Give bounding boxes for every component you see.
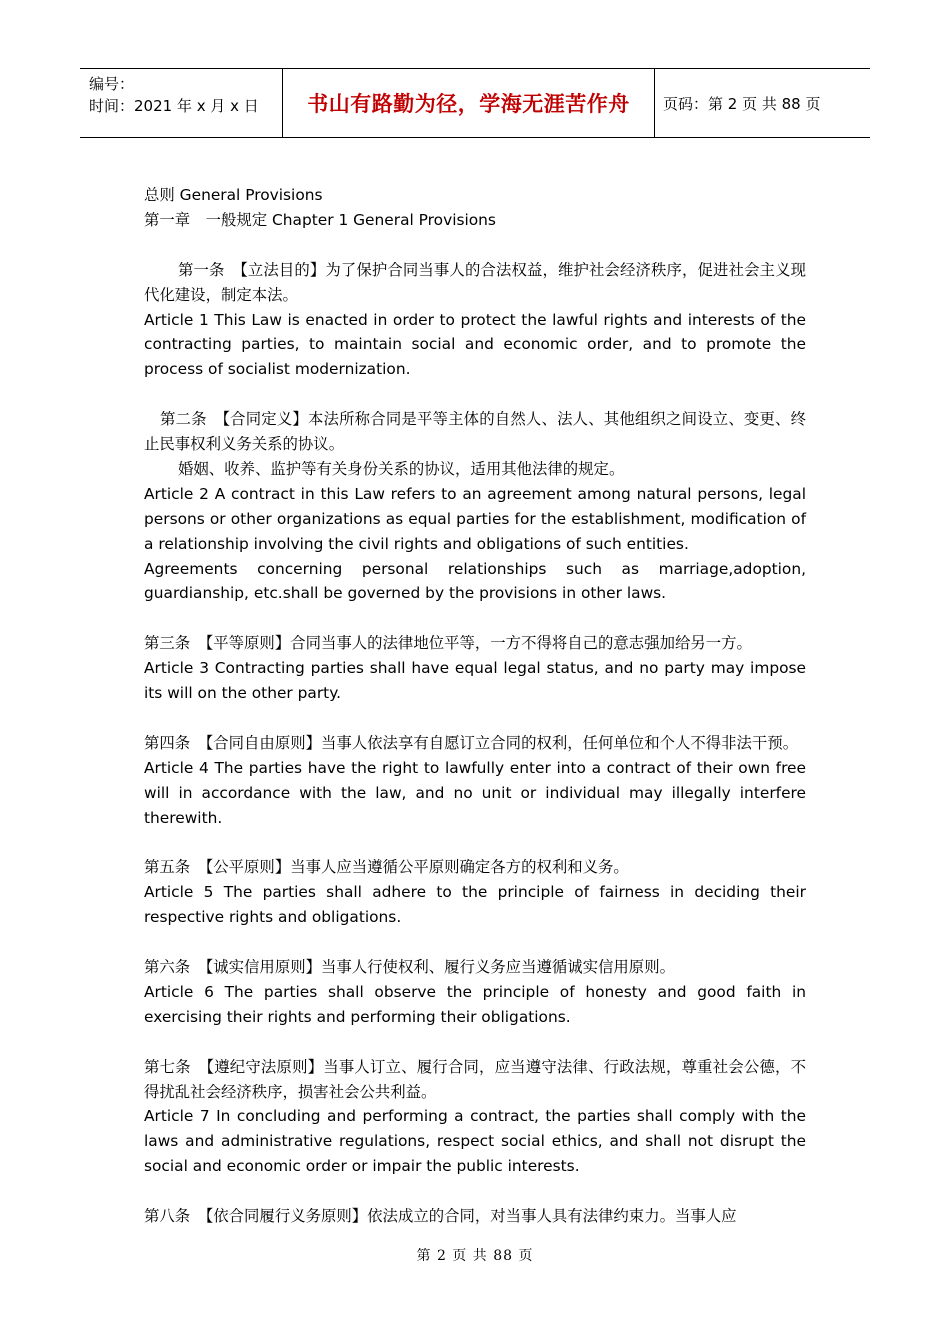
header-page-info: 页码：第 2 页 共 88 页: [663, 94, 821, 113]
article-2-cn: 第二条 【合同定义】本法所称合同是平等主体的自然人、法人、其他组织之间设立、变更、终止民事权利义务关系的协议。: [144, 410, 806, 454]
page-footer: 第 2 页 共 88 页: [416, 1248, 534, 1264]
time-label: 时间：2021 年 x 月 x 日: [89, 97, 259, 115]
article-2-en-para2: Agreements concerning personal relationships such as marriage,adoption, guardianship, etc.shall be governed by the provisions in other laws.: [144, 559, 806, 603]
article-5-cn: 第五条 【公平原则】当事人应当遵循公平原则确定各方的权利和义务。: [144, 858, 629, 877]
chapter-title: 第一章 一般规定 Chapter 1 General Provisions: [144, 210, 496, 229]
article-3-en: Article 3 Contracting parties shall have equal legal status, and no party may impose its will on the other party.: [144, 659, 806, 703]
article-4-en: Article 4 The parties have the right to lawfully enter into a contract of their own free will in accordance with the law, and no unit or individual may illegally interfere therewith.: [144, 758, 806, 827]
article-5-en: Article 5 The parties shall adhere to the principle of fairness in deciding their respective rights and obligations.: [144, 883, 806, 927]
document-body: [144, 183, 806, 1229]
header-motto: 书山有路勤为径，学海无涯苦作舟: [282, 69, 655, 137]
number-label: 编号：: [89, 75, 135, 93]
article-2-en: Article 2 A contract in this Law refers to an agreement among natural persons, legal persons or other organizations as equal parties for the establishment, modification of a relationship involving the civil rights and obligations of such entities.: [144, 484, 806, 553]
article-3-cn: 第三条 【平等原则】合同当事人的法律地位平等，一方不得将自己的意志强加给另一方。: [144, 634, 752, 653]
article-6-cn: 第六条 【诚实信用原则】当事人行使权利、履行义务应当遵循诚实信用原则。: [144, 958, 675, 976]
article-7-en: Article 7 In concluding and performing a contract, the parties shall comply with the laws and administrative regulations, respect social ethics, and shall not disrupt the social and economic order or impair the public interests.: [144, 1107, 806, 1176]
article-7-cn: 第七条 【遵纪守法原则】当事人订立、履行合同，应当遵守法律、行政法规，尊重社会公德，不得扰乱社会经济秩序，损害社会公共利益。: [144, 1057, 806, 1101]
section-title: 总则 General Provisions: [144, 186, 323, 204]
article-4-cn: 第四条 【合同自由原则】当事人依法享有自愿订立合同的权利，任何单位和个人不得非法干预。: [144, 733, 799, 752]
article-1-cn: 第一条 【立法目的】为了保护合同当事人的合法权益，维护社会经济秩序，促进社会主义现代化建设，制定本法。: [144, 260, 806, 304]
article-8-cn: 第八条 【依合同履行义务原则】依法成立的合同，对当事人具有法律约束力。当事人应: [144, 1207, 737, 1226]
page-header: [80, 68, 870, 138]
article-6-en: Article 6 The parties shall observe the principle of honesty and good faith in exercising their rights and performing their obligations.: [144, 982, 806, 1026]
header-meta: [80, 69, 282, 137]
article-2-cn-para2: 婚姻、收养、监护等有关身份关系的协议，适用其他法律的规定。: [178, 459, 625, 478]
article-1-en: Article 1 This Law is enacted in order to protect the lawful rights and interests of the contracting parties, to maintain social and economic order, and to promote the process of socialist modernization.: [144, 310, 806, 379]
